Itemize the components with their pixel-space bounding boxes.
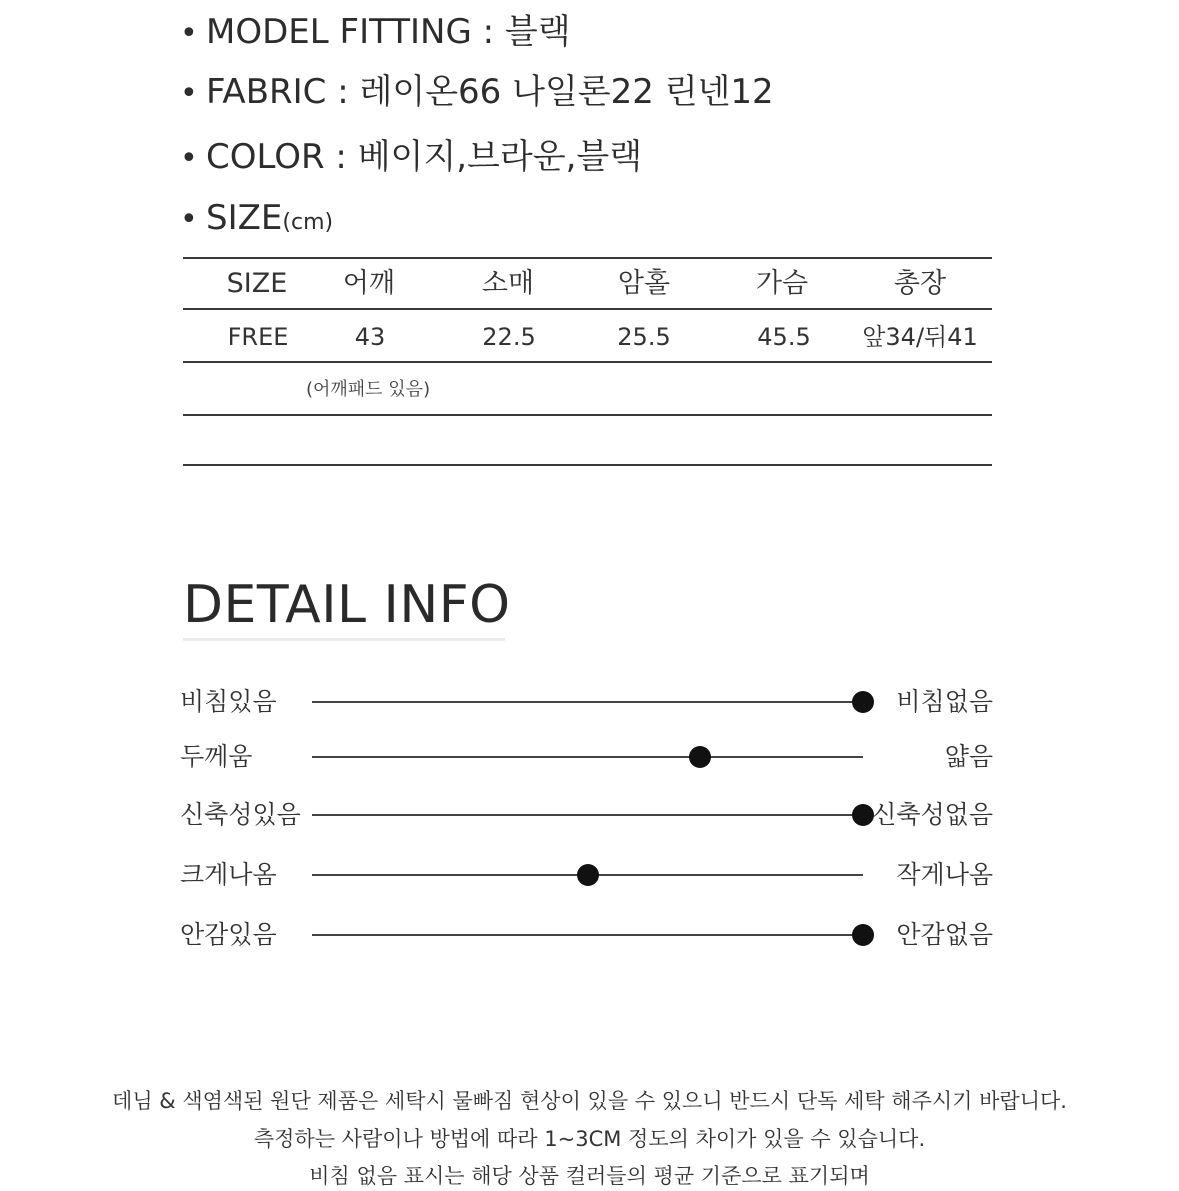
- attribute-row-stretch: [0, 795, 1179, 835]
- value-cell-armhole: 25.5: [617, 323, 671, 351]
- spec-fabric: • FABRIC : 레이온66 나일론22 린넨12: [180, 72, 774, 112]
- spec-unit: (cm): [282, 210, 334, 235]
- detail-info-title: DETAIL INFO: [183, 575, 511, 635]
- value-cell-sleeve: 22.5: [482, 323, 536, 351]
- spec-value: 베이지,브라운,블랙: [357, 137, 643, 177]
- level-marker: [852, 804, 874, 826]
- bullet-icon: •: [180, 16, 198, 51]
- spec-value: 블랙: [504, 12, 571, 52]
- attribute-left-label: 안감있음: [180, 920, 277, 949]
- spec-value: 레이온66 나일론22 린넨12: [359, 72, 774, 112]
- attribute-row-sheerness: [0, 682, 1179, 722]
- spec-model-fitting: • MODEL FITTING : 블랙: [180, 12, 571, 52]
- value-cell-length: 앞34/뒤41: [862, 323, 978, 351]
- table-rule: [183, 414, 992, 416]
- header-cell-length: 총장: [893, 268, 947, 299]
- attribute-left-label: 크게나옴: [180, 860, 277, 889]
- bullet-icon: •: [180, 202, 198, 237]
- attribute-left-label: 두께움: [180, 742, 253, 771]
- table-rule: [183, 257, 992, 259]
- level-marker: [689, 746, 711, 768]
- attribute-track: [312, 874, 863, 876]
- table-rule: [183, 464, 992, 466]
- level-marker: [577, 864, 599, 886]
- footer-note-sheerness: 비침 없음 표시는 해당 상품 컬러들의 평균 기준으로 표기되며: [309, 1164, 870, 1188]
- attribute-left-label: 신축성있음: [180, 800, 301, 829]
- title-underline: [183, 638, 505, 641]
- header-cell-size: SIZE: [226, 268, 288, 299]
- attribute-track: [312, 814, 863, 816]
- attribute-left-label: 비침있음: [180, 687, 277, 716]
- attribute-track: [312, 701, 863, 703]
- table-rule: [183, 361, 992, 363]
- footer-note-washing: 데님 & 색염색된 원단 제품은 세탁시 물빠짐 현상이 있을 수 있으니 반드시 단독 세탁 해주시기 바랍니다.: [112, 1089, 1067, 1113]
- spec-size: [180, 198, 333, 243]
- value-cell-shoulder: 43: [354, 323, 386, 351]
- attribute-right-label: 작게나옴: [896, 860, 993, 889]
- attribute-row-lining: [0, 915, 1179, 955]
- bullet-icon: •: [180, 76, 198, 111]
- attribute-right-label: 얇음: [944, 742, 993, 771]
- attribute-row-fit: [0, 855, 1179, 895]
- attribute-row-thickness: [0, 737, 1179, 777]
- attribute-right-label: 신축성없음: [872, 800, 993, 829]
- attribute-right-label: 안감없음: [896, 920, 993, 949]
- attribute-track: [312, 756, 863, 758]
- table-rule: [183, 308, 992, 310]
- spec-label: SIZE: [206, 198, 283, 238]
- bullet-icon: •: [180, 141, 198, 176]
- spec-color: • COLOR : 베이지,브라운,블랙: [180, 137, 643, 177]
- spec-label: COLOR: [206, 137, 325, 177]
- level-marker: [852, 924, 874, 946]
- attribute-track: [312, 934, 863, 936]
- value-cell-chest: 45.5: [757, 323, 811, 351]
- footer-note-measurement: 측정하는 사람이나 방법에 따라 1~3CM 정도의 차이가 있을 수 있습니다.: [253, 1127, 926, 1151]
- shoulder-pad-note: (어깨패드 있음): [306, 379, 431, 400]
- header-cell-armhole: 암홀: [617, 268, 671, 299]
- attribute-right-label: 비침없음: [896, 687, 993, 716]
- spec-label: FABRIC: [206, 72, 327, 112]
- spec-label: MODEL FITTING: [206, 12, 472, 52]
- header-cell-chest: 가슴: [755, 268, 809, 299]
- header-cell-shoulder: 어깨: [342, 268, 396, 299]
- value-cell-size: FREE: [227, 323, 289, 351]
- level-marker: [852, 691, 874, 713]
- header-cell-sleeve: 소매: [481, 268, 535, 299]
